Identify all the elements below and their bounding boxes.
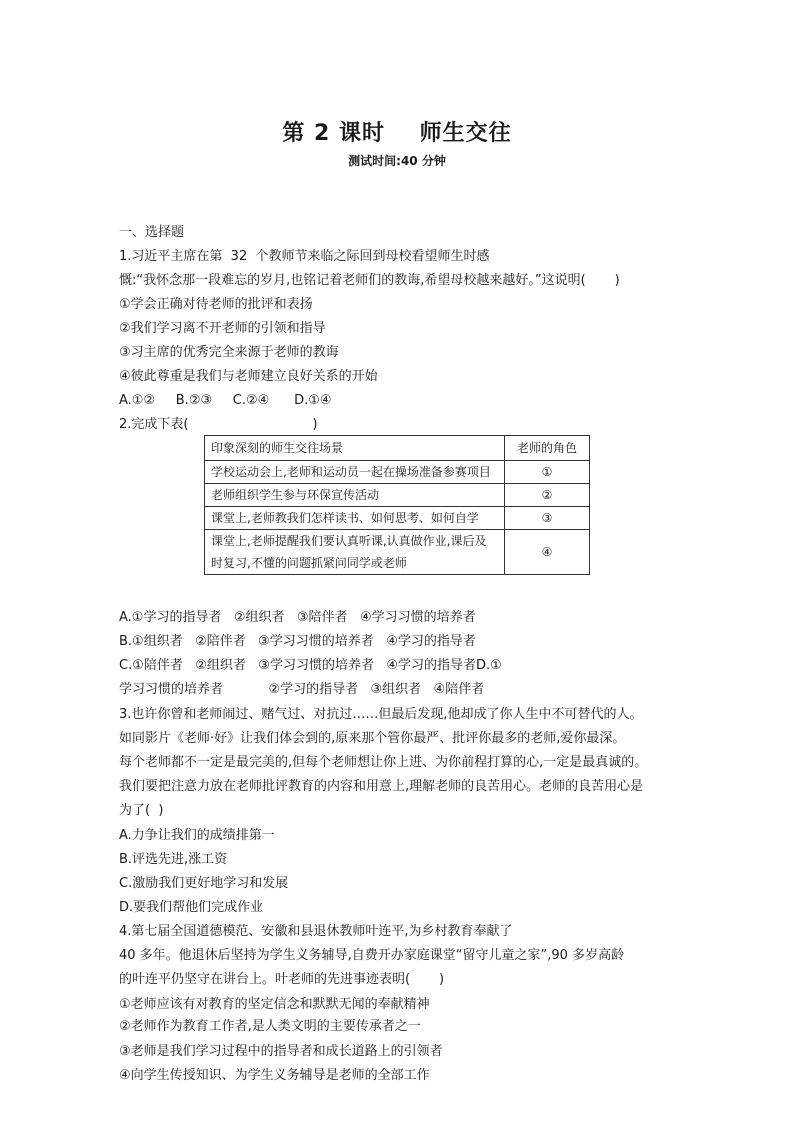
- q2-stem: 2.完成下表( ): [119, 417, 318, 432]
- q4-option-2: ②老师作为教育工作者,是人类文明的主要传承者之一: [119, 1019, 421, 1034]
- q1-option-2: ②我们学习离不开老师的引领和指导: [119, 321, 326, 336]
- table-row: [205, 507, 590, 530]
- test-duration: 测试时间:40 分钟: [348, 154, 446, 168]
- table-cell-scene: 课堂上,老师教我们怎样读书、如何思考、如何自学: [205, 507, 505, 530]
- q3-option-a: A.力争让我们的成绩排第一: [119, 828, 275, 843]
- q1-option-3: ③习主席的优秀完全来源于老师的教诲: [119, 345, 339, 360]
- q1-option-4: ④彼此尊重是我们与老师建立良好关系的开始: [119, 369, 378, 384]
- table-header-role: 老师的角色: [505, 436, 590, 461]
- q3-line-2: 如同影片《老师·好》让我们体会到的,原来那个管你最严、批评你最多的老师,爱你最深。: [119, 731, 626, 746]
- table-cell-role: ④: [505, 530, 590, 575]
- table-header-scene: 印象深刻的师生交往场景: [205, 436, 505, 461]
- q2-option-b: B.①组织者 ②陪伴者 ③学习习惯的培养者 ④学习的指导者: [119, 634, 476, 649]
- table-cell-role: ②: [505, 484, 590, 507]
- table-row: [205, 461, 590, 484]
- q1-stem-line-1: 1.习近平主席在第 32 个教师节来临之际回到母校看望师生时感: [119, 249, 490, 264]
- table-cell-scene-line-1: 课堂上,老师提醒我们要认真听课,认真做作业,课后及: [211, 534, 487, 548]
- q3-line-4: 我们要把注意力放在老师批评教育的内容和用意上,理解老师的良苦用心。老师的良苦用心是: [119, 779, 644, 794]
- table-row: [205, 484, 590, 507]
- page-title: 第 2 课时 师生交往: [282, 121, 512, 146]
- section-heading: 一、选择题: [119, 225, 185, 240]
- table-header-row: [205, 436, 590, 461]
- q4-option-3: ③老师是我们学习过程中的指导者和成长道路上的引领者: [119, 1044, 443, 1059]
- q2-table: [204, 435, 590, 575]
- table-cell-role: ③: [505, 507, 590, 530]
- q2-option-c: C.①陪伴者 ②组织者 ③学习习惯的培养者 ④学习的指导者D.①: [119, 658, 502, 673]
- q4-option-1: ①老师应该有对教育的坚定信念和默默无闻的奉献精神: [119, 997, 430, 1012]
- q3-option-d: D.要我们帮他们完成作业: [119, 900, 264, 915]
- q2-option-d: 学习习惯的培养者 ②学习的指导者 ③组织者 ④陪伴者: [119, 682, 485, 697]
- table-cell-scene: [205, 530, 505, 575]
- table-cell-scene-line-2: 时复习,不懂的问题抓紧问同学或老师: [211, 556, 407, 570]
- table-cell-role: ①: [505, 461, 590, 484]
- q3-option-b: B.评选先进,涨工资: [119, 852, 228, 867]
- table-cell-scene: 老师组织学生参与环保宣传活动: [205, 484, 505, 507]
- q3-line-3: 每个老师都不一定是最完美的,但每个老师想让你上进、为你前程打算的心,一定是最真诚的。: [119, 755, 648, 770]
- q1-stem-line-2: 慨:“我怀念那一段难忘的岁月,也铭记着老师们的教诲,希望母校越来越好。”这说明( ): [119, 273, 620, 288]
- q4-option-4: ④向学生传授知识、为学生义务辅导是老师的全部工作: [119, 1068, 430, 1083]
- q2-option-a: A.①学习的指导者 ②组织者 ③陪伴者 ④学习习惯的培养者: [119, 610, 476, 625]
- table-cell-scene: 学校运动会上,老师和运动员一起在操场准备参赛项目: [205, 461, 505, 484]
- q1-option-1: ①学会正确对待老师的批评和表扬: [119, 297, 313, 312]
- q3-line-5: 为了( ): [119, 803, 164, 818]
- table-row: [205, 530, 590, 575]
- q4-line-3: 的叶连平仍坚守在讲台上。叶老师的先进事迹表明( ): [119, 972, 445, 987]
- q3-option-c: C.激励我们更好地学习和发展: [119, 876, 289, 891]
- q4-line-1: 4.第七届全国道德模范、安徽和县退休教师叶连平,为乡村教育奉献了: [119, 924, 513, 939]
- q3-line-1: 3.也许你曾和老师闹过、赌气过、对抗过……但最后发现,他却成了你人生中不可替代的人。: [119, 707, 643, 722]
- q1-choices: A.①② B.②③ C.②④ D.①④: [119, 393, 332, 408]
- q4-line-2: 40 多年。他退休后坚持为学生义务辅导,自费开办家庭课堂“留守儿童之家”,90 多岁高龄: [119, 948, 625, 963]
